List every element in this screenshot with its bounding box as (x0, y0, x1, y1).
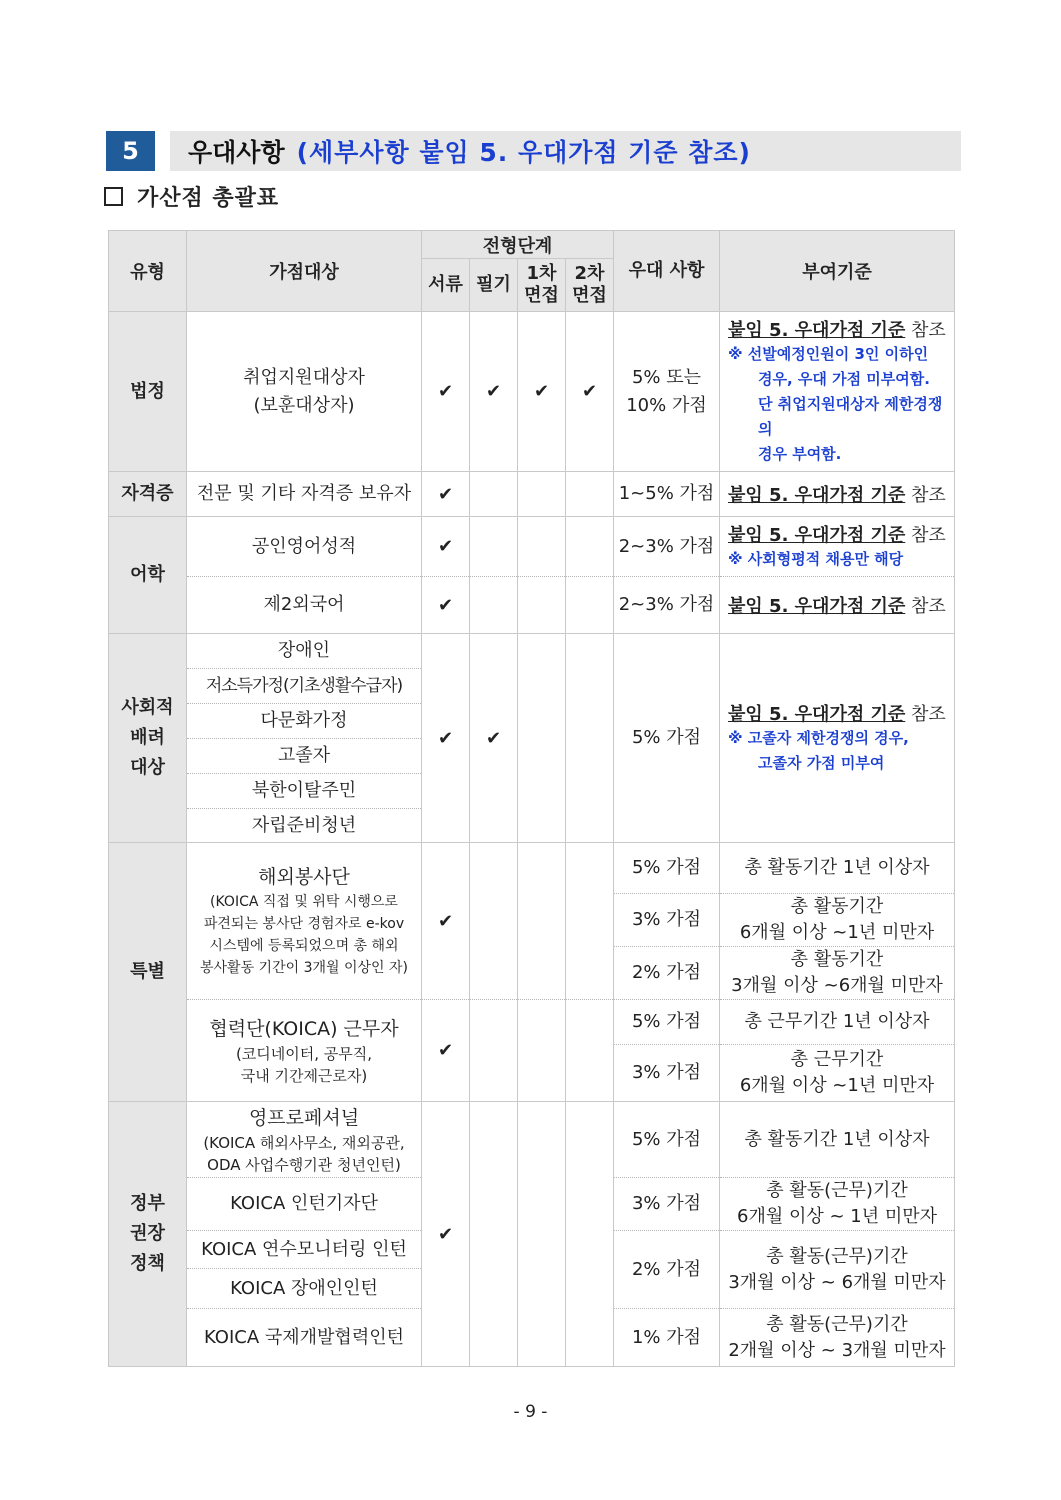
gov-benefit: 3% 가점 (614, 1178, 720, 1231)
check-mark: ✔ (422, 1102, 470, 1367)
language-second-benefit: 2~3% 가점 (614, 577, 720, 634)
volunteer-criteria: 총 활동기간 1년 이상자 (720, 843, 955, 894)
special-volunteer: 해외봉사단 (KOICA 직접 및 위탁 시행으로 파견되는 봉사단 경험자로 e-kov 시스템에 등록되었으며 총 해외 봉사활동 기간이 3개월 이상인 자) (187, 843, 422, 1000)
staff-criteria: 총 근무기간 6개월 이상 ~1년 미만자 (720, 1045, 955, 1102)
header-benefit: 우대 사항 (614, 231, 720, 312)
legal-target: 취업지원대상자 (보훈대상자) (187, 312, 422, 472)
check-mark: ✔ (422, 577, 470, 634)
volunteer-benefit: 3% 가점 (614, 894, 720, 947)
gov-intern-monitor: KOICA 연수모니터링 인턴 (187, 1231, 422, 1269)
header-criteria: 부여기준 (720, 231, 955, 312)
header-target: 가점대상 (187, 231, 422, 312)
license-criteria: 붙임 5. 우대가점 기준 참조 (720, 472, 955, 517)
page-number: - 9 - (513, 1402, 548, 1422)
bonus-point-table (108, 230, 955, 1367)
square-bullet-icon (104, 187, 123, 206)
gov-intern-disabled: KOICA 장애인인턴 (187, 1269, 422, 1309)
volunteer-benefit: 5% 가점 (614, 843, 720, 894)
social-target: 자립준비청년 (187, 809, 422, 843)
language-english-criteria: 붙임 5. 우대가점 기준 참조 ※ 사회형평적 채용만 해당 (720, 517, 955, 577)
header-type: 유형 (109, 231, 187, 312)
special-staff: 협력단(KOICA) 근무자 (코디네이터, 공무직, 국내 기간제근로자) (187, 1000, 422, 1102)
check-mark: ✔ (470, 312, 518, 472)
gov-intern-dev: KOICA 국제개발협력인턴 (187, 1309, 422, 1367)
social-target: 장애인 (187, 634, 422, 669)
gov-young-professional: 영프로페셔널 (KOICA 해외사무소, 재외공관, ODA 사업수행기관 청년인턴) (187, 1102, 422, 1178)
language-english: 공인영어성적 (187, 517, 422, 577)
gov-benefit: 2% 가점 (614, 1231, 720, 1309)
subsection-title: 가산점 총괄표 (137, 185, 280, 211)
staff-benefit: 3% 가점 (614, 1045, 720, 1102)
legal-benefit: 5% 또는 10% 가점 (614, 312, 720, 472)
type-license: 자격증 (109, 472, 187, 517)
language-second: 제2외국어 (187, 577, 422, 634)
section-title-bar (170, 131, 961, 171)
language-second-criteria: 붙임 5. 우대가점 기준 참조 (720, 577, 955, 634)
gov-benefit: 5% 가점 (614, 1102, 720, 1178)
language-english-benefit: 2~3% 가점 (614, 517, 720, 577)
type-legal: 법정 (109, 312, 187, 472)
check-mark: ✔ (422, 312, 470, 472)
gov-criteria: 총 활동(근무)기간 3개월 이상 ~ 6개월 미만자 (720, 1231, 955, 1309)
social-target: 고졸자 (187, 739, 422, 774)
check-mark: ✔ (422, 634, 470, 843)
subsection-heading (104, 180, 279, 212)
social-criteria: 붙임 5. 우대가점 기준 참조 ※ 고졸자 제한경쟁의 경우, 고졸자 가점 미부여 (720, 634, 955, 843)
check-mark: ✔ (518, 312, 566, 472)
type-gov: 정부 권장 정책 (109, 1102, 187, 1367)
license-benefit: 1~5% 가점 (614, 472, 720, 517)
gov-benefit: 1% 가점 (614, 1309, 720, 1367)
header-doc: 서류 (422, 259, 470, 312)
gov-criteria: 총 활동(근무)기간 2개월 이상 ~ 3개월 미만자 (720, 1309, 955, 1367)
header-interview1: 1차 면접 (518, 259, 566, 312)
staff-benefit: 5% 가점 (614, 1000, 720, 1045)
check-mark: ✔ (422, 517, 470, 577)
legal-note: ※ 선발예정인원이 3인 이하인 경우, 우대 가점 미부여함. 단 취업지원대상자 제한경쟁의 경우 부여함. (728, 345, 943, 463)
volunteer-criteria: 총 활동기간 3개월 이상 ~6개월 미만자 (720, 947, 955, 1000)
type-special: 특별 (109, 843, 187, 1102)
gov-intern-reporter: KOICA 인턴기자단 (187, 1178, 422, 1231)
section-number: 5 (106, 131, 155, 171)
type-language: 어학 (109, 517, 187, 634)
section-subtitle: (세부사항 붙임 5. 우대가점 기준 참조) (296, 138, 751, 167)
header-interview2: 2차 면접 (566, 259, 614, 312)
check-mark: ✔ (422, 472, 470, 517)
social-benefit: 5% 가점 (614, 634, 720, 843)
legal-criteria (720, 312, 955, 472)
social-target: 다문화가정 (187, 704, 422, 739)
ref-attachment: 붙임 5. 우대가점 기준 참조 (728, 320, 946, 341)
license-target: 전문 및 기타 자격증 보유자 (187, 472, 422, 517)
check-mark: ✔ (422, 1000, 470, 1102)
social-target: 저소득가정(기초생활수급자) (187, 669, 422, 704)
header-written: 필기 (470, 259, 518, 312)
gov-criteria: 총 활동(근무)기간 6개월 이상 ~ 1년 미만자 (720, 1178, 955, 1231)
section-header (106, 131, 961, 171)
check-mark: ✔ (422, 843, 470, 1000)
check-mark: ✔ (470, 634, 518, 843)
type-social: 사회적 배려 대상 (109, 634, 187, 843)
gov-criteria: 총 활동기간 1년 이상자 (720, 1102, 955, 1178)
volunteer-criteria: 총 활동기간 6개월 이상 ~1년 미만자 (720, 894, 955, 947)
staff-criteria: 총 근무기간 1년 이상자 (720, 1000, 955, 1045)
check-mark: ✔ (566, 312, 614, 472)
section-title: 우대사항 (188, 138, 285, 167)
header-stage: 전형단계 (422, 231, 614, 259)
social-target: 북한이탈주민 (187, 774, 422, 809)
volunteer-benefit: 2% 가점 (614, 947, 720, 1000)
